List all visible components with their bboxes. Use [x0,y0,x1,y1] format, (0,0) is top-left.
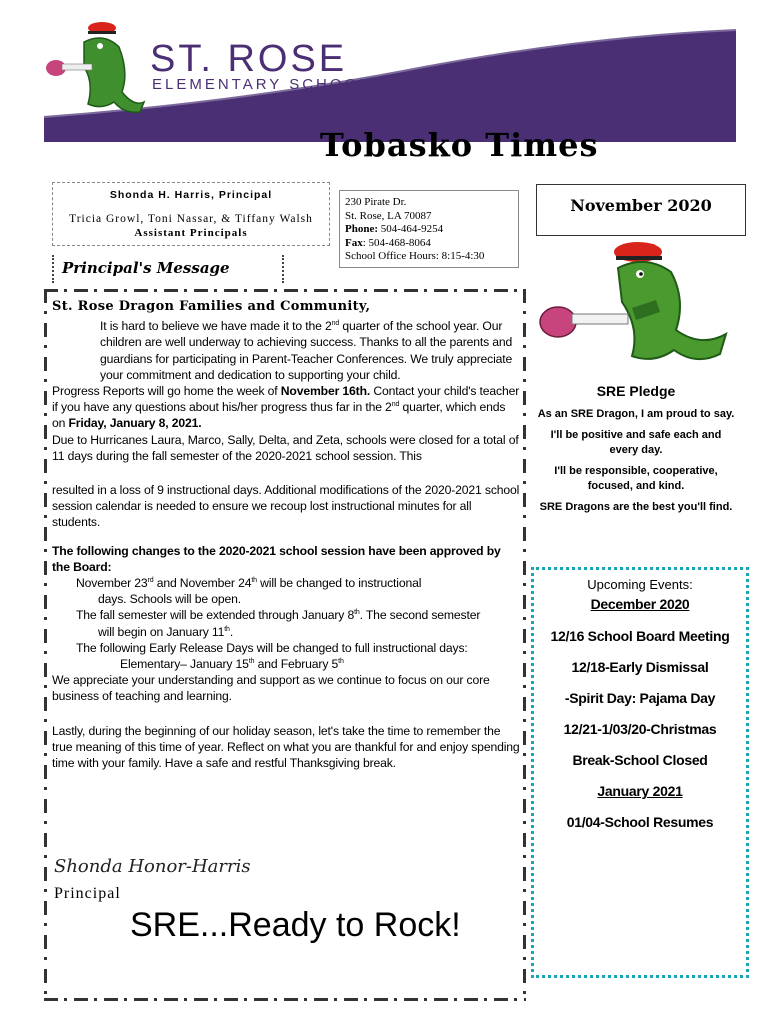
principal-name: Shonda H. Harris, Principal [109,189,273,201]
letter-paragraph-3a: Due to Hurricanes Laura, Marco, Sally, Delta, and Zeta, schools were closed for a total of 11 days during the fall semester of the 2020-2021 school session. This [52,432,519,463]
event-item: 01/04-School Resumes [566,814,714,830]
school-subtitle: ELEMENTARY SCHOOL [152,76,371,93]
principal-letter [52,299,520,771]
event-month-heading: December 2020 [590,596,690,612]
frame-edge-bottom [44,998,526,1001]
pledge-title: SRE Pledge [596,383,676,399]
dragon-mascot-logo [44,22,154,117]
school-address-box [339,190,519,268]
issue-date-box [536,184,746,236]
phone-number: 504-464-9254 [378,223,444,235]
frame-edge-top [44,289,526,292]
letter-paragraph-2: Progress Reports will go home the week of November 16th. Contact your child's teacher if you have any questions about his/her progress thus far in the 2nd quarter, which ends on Friday, January 8, 2021. [52,384,520,431]
section-title: Principal's Message [62,259,230,277]
letter-paragraph-5: Lastly, during the beginning of our holiday season, let's take the time to remember the true meaning of this time of year. Reflect on what you are thankful for and enjoy spending time with your family. Have a safe and restful Thanksgiving break. [52,723,520,771]
phone-label: Phone: [345,223,378,235]
event-item: Break-School Closed [572,752,708,768]
sre-pledge [536,384,736,521]
change-item-1: November 23rd and November 24th will be changed to instructional [76,576,422,591]
fax-line [345,237,518,251]
letter-greeting: St. Rose Dragon Families and Community, [52,299,371,314]
frame-edge-right [523,289,526,1001]
change-item-2-cont: will begin on January 11th. [98,624,234,639]
signature-title: Principal [54,885,121,902]
change-item-2: The fall semester will be extended through January 8th. The second semester [76,608,481,623]
issue-date: November 2020 [570,196,712,215]
pledge-line: SRE Dragons are the best you'll find. [539,501,733,513]
board-changes-heading: The following changes to the 2020-2021 school session have been approved by the Board: [52,543,501,574]
assistant-principals-names: Tricia Growl, Toni Nassar, & Tiffany Walsh [69,213,313,225]
upcoming-events-box [531,567,749,978]
newsletter-title: Tobasko Times [320,126,599,164]
event-item: 12/16 School Board Meeting [550,628,730,644]
street-address: 230 Pirate Dr. [345,196,407,208]
event-item: 12/21-1/03/20-Christmas [563,721,717,737]
dragon-mascot-illustration [536,238,746,388]
letter-paragraph-3b: resulted in a loss of 9 instructional days. Additional modifications of the 2020-2021 school session calendar is needed to ensure we recoup lost instructional minutes for all students. [52,483,520,530]
change-item-3: The following Early Release Days will be changed to full instructional days: [76,640,468,655]
pledge-line: I'll be responsible, cooperative, focused, and kind. [554,465,718,492]
fax-label: Fax [345,236,363,249]
city-address: St. Rose, LA 70087 [345,209,432,222]
masthead [44,22,736,142]
change-item-1-cont: days. Schools will be open. [98,592,241,607]
pledge-line: I'll be positive and safe each and every day. [550,429,722,456]
assistant-principals-title: Assistant Principals [134,227,248,239]
fax-number: : 504-468-8064 [362,236,431,249]
principal-message-header [52,255,284,283]
frame-edge-left [44,289,47,1001]
pledge-line: As an SRE Dragon, I am proud to say. [537,408,735,420]
letter-paragraph-4: We appreciate your understanding and support as we continue to focus on our core business of teaching and learning. [52,673,490,704]
letter-paragraph-1: It is hard to believe we have made it to the 2nd quarter of the school year. Our children are well underway to achieving success. Thanks to all the parents and guardians for participating in Parent-Teacher Conferences. We truly appreciate your commitment and dedication to supporting your child. [100,319,513,382]
principal-signature: Shonda Honor-Harris [54,856,251,877]
office-hours: School Office Hours: 8:15-4:30 [345,250,485,262]
events-label: Upcoming Events: [587,577,693,592]
change-item-3-cont: Elementary– January 15th and February 5th [120,657,344,672]
event-month-heading: January 2021 [597,783,683,799]
phone-line [345,223,518,237]
event-item: -Spirit Day: Pajama Day [564,690,716,706]
school-name: ST. ROSE [150,38,348,80]
school-slogan: SRE...Ready to Rock! [130,906,461,944]
event-item: 12/18-Early Dismissal [571,659,709,675]
administration-box [52,182,330,246]
